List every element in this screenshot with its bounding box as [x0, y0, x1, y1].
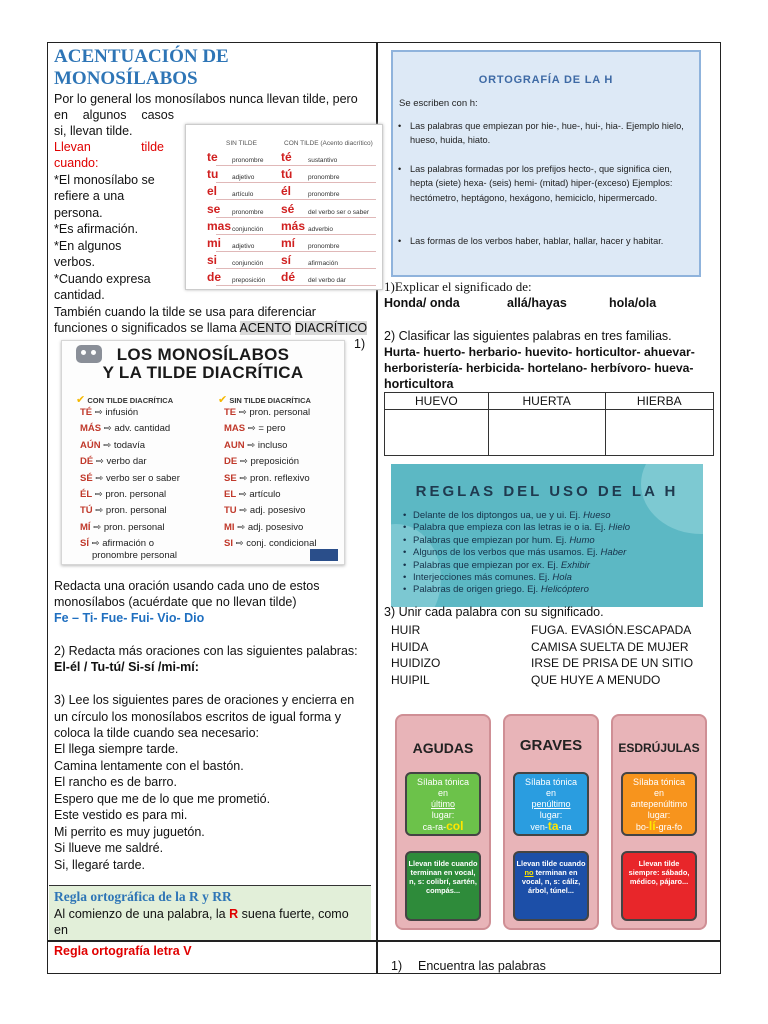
acentuacion-title-line1: ACENTUACIÓN DE: [54, 46, 229, 67]
sin-tilde-meaning: preposición: [250, 456, 300, 468]
rule-text: en: [545, 788, 556, 798]
sin-tilde-desc: adjetivo: [232, 174, 255, 182]
sin-tilde-word: tu: [207, 167, 219, 182]
intro-line1: Por lo general los monosílabos nunca llevan tilde, pero: [54, 92, 358, 106]
graves-card: [503, 714, 599, 930]
sin-tilde-word: EL: [224, 489, 237, 500]
case-1a: *El monosílabo se: [54, 173, 155, 187]
sin-tilde-desc: conjunción: [232, 225, 264, 233]
syllable: ven-: [530, 822, 548, 832]
case-4a: *Cuando expresa: [54, 272, 151, 286]
exercise3-sentence: Camina lentamente con el bastón.: [54, 758, 244, 773]
ortografia-h-item: • Las palabras que empiezan por hie-, hue-, hui-, hia-. Ejemplo hielo, hueso, huida, hiato.: [410, 119, 692, 148]
rule-text: en: [653, 788, 664, 798]
regla-example: Hielo: [608, 522, 631, 534]
regla-text: Interjecciones más comunes. Ej.: [413, 572, 553, 584]
unir-word: HUIR: [391, 623, 421, 637]
con-tilde-meaning: verbo ser o saber: [105, 472, 180, 484]
exercise3-sentence: Espero que me de lo que me prometió.: [54, 791, 271, 806]
con-tilde-meaning: infusión: [105, 407, 139, 418]
con-tilde-entry: [80, 473, 180, 484]
rule-text: último: [430, 799, 455, 809]
unir-word: HUIDA: [391, 639, 429, 654]
con-tilde-entry: [80, 423, 170, 434]
ortografia-h-list: [410, 162, 692, 205]
regla-h-item: [413, 522, 630, 534]
llevan-tilde-cuando: cuando:: [54, 156, 99, 170]
ortografia-h-item: • Las palabras formadas por los prefijos hecto-, que significa cien, hepta (siete) hexa- (seis) hemi- (mitad) hiper-(exceso) Ejemplos: hectómetro, heptágono, hexágono, hemiciclo, hipermercado.: [410, 162, 692, 205]
exercise3-sentence: Mi perrito es muy juguetón.: [54, 824, 205, 839]
intro-word: casos: [141, 108, 174, 122]
arrow-icon: ⇨: [236, 472, 250, 484]
sin-tilde-word: de: [207, 270, 222, 285]
con-tilde-entry: [80, 505, 167, 516]
regla-text: Delante de los diptongos ua, ue y ui. Ej.: [413, 510, 584, 521]
exercise3-line2: un círculo los monosílabos escritos de igual forma y: [54, 710, 341, 724]
familia-cell-huevo[interactable]: [385, 410, 489, 456]
unir-meaning: FUGA. EVASIÓN.ESCAPADA: [531, 623, 692, 637]
poster-title-line1: LOS MONOSÍLABOS: [116, 345, 290, 364]
exercise1-word1: Honda/ onda: [384, 296, 460, 310]
agudas-card: [395, 714, 491, 930]
rule-text: lugar:: [539, 810, 563, 820]
rr-rule-title: Regla ortográfica de la R y RR: [54, 889, 232, 904]
syllable: ca-ra-: [422, 822, 447, 832]
ortografia-h-list: [410, 119, 692, 148]
regla-example: Helicóptero: [540, 584, 589, 596]
sin-tilde-word: si: [207, 253, 218, 268]
esdrujulas-tilde-rule: Llevan tilde siempre: sábado, médico, pájaro...: [621, 851, 697, 921]
rule-text: Llevan tilde cuando: [516, 859, 586, 868]
con-tilde-word: mí: [281, 236, 296, 250]
con-tilde-word: DÉ: [80, 456, 94, 468]
con-tilde-desc: pronombre: [308, 243, 340, 250]
regla-h-item: [413, 572, 630, 584]
familia-cell-hierba[interactable]: [605, 410, 713, 456]
arrow-icon: ⇨: [234, 521, 248, 533]
case-4b: cantidad.: [54, 288, 105, 302]
v-rule-title: Regla ortografía letra V: [54, 944, 192, 958]
ortografia-h-box: [391, 50, 701, 277]
con-tilde-desc: pronombre: [308, 174, 340, 182]
sin-tilde-word: TU: [224, 505, 237, 517]
publisher-logo: [310, 549, 338, 561]
arrow-icon: ⇨: [93, 456, 107, 468]
exercise2-words-line3: horticultora: [384, 377, 454, 391]
tilde-table-row: [186, 218, 384, 235]
sin-tilde-label-text: SIN TILDE DIACRÍTICA: [229, 396, 311, 405]
sin-tilde-desc: pronombre: [232, 157, 264, 164]
arrow-icon: ⇨: [236, 489, 250, 500]
monosilabos-poster: [61, 340, 345, 565]
regla-h-item: [413, 547, 630, 559]
con-tilde-word: más: [281, 218, 306, 233]
con-tilde-desc: del verbo ser o saber: [308, 208, 370, 216]
tilde-table-row: [186, 269, 384, 286]
con-tilde-desc: pronombre: [308, 191, 340, 199]
ortografia-h-intro: Se escriben con h:: [399, 98, 478, 109]
con-tilde-meaning: verbo dar: [106, 456, 147, 468]
arrow-icon: ⇨: [92, 407, 106, 418]
con-tilde-entry: [80, 407, 138, 418]
sin-tilde-meaning: = pero: [258, 423, 286, 435]
exercise1-title: 1)Explicar el significado de:: [384, 279, 532, 294]
con-tilde-word: MÍ: [80, 521, 91, 533]
poster-title-line2: Y LA TILDE DIACRÍTICA: [102, 363, 304, 382]
sin-tilde-word: MI: [224, 521, 235, 533]
arrow-icon: ⇨: [232, 538, 247, 550]
familia-header-huevo: HUEVO: [385, 393, 489, 410]
rr-rule-text-end: en: [54, 923, 68, 937]
arrow-icon: ⇨: [92, 472, 106, 484]
arrow-icon: ⇨: [100, 439, 114, 451]
arrow-icon: ⇨: [92, 489, 106, 500]
graves-example: [515, 821, 587, 833]
arrow-icon: ⇨: [245, 423, 259, 435]
regla-text: Palabra que empieza con las letras ie o ia. Ej.: [413, 522, 609, 534]
regla-example: Hola: [552, 572, 572, 584]
agudas-rule: [405, 772, 481, 836]
unir-meaning: QUE HUYE A MENUDO: [531, 672, 661, 687]
rr-text: suena fuerte, como: [241, 907, 349, 921]
sin-tilde-desc: pronombre: [232, 208, 264, 216]
rule-text: lugar:: [431, 810, 455, 820]
reglas-h-title: REGLAS DEL USO DE LA H: [415, 483, 679, 500]
con-tilde-entry: [80, 538, 154, 549]
con-tilde-word: MÁS: [80, 423, 102, 435]
agudas-title: AGUDAS: [412, 740, 474, 756]
familia-cell-huerta[interactable]: [488, 410, 605, 456]
reglas-h-list: [413, 510, 630, 597]
stressed-syllable: col: [446, 819, 464, 833]
con-tilde-meaning: pron. personal: [105, 505, 167, 517]
con-tilde-word: él: [281, 184, 292, 199]
arrow-icon: ⇨: [101, 423, 115, 435]
con-tilde-word: TÚ: [80, 505, 93, 517]
bottom-row-divider: [48, 940, 720, 942]
sin-tilde-entry: [224, 473, 310, 484]
graves-title: GRAVES: [519, 737, 583, 754]
con-tilde-word: sí: [281, 253, 292, 268]
heading-word: Llevan: [54, 140, 91, 154]
regla-example: Humo: [569, 534, 595, 546]
arrow-icon: ⇨: [236, 407, 250, 418]
exercise3-line3: coloca la tilde cuando sea necesario:: [54, 726, 259, 740]
graves-rule: [513, 772, 589, 836]
agudas-example: [407, 821, 479, 833]
agudas-tilde-rule: Llevan tilde cuando terminan en vocal, n, s: colibrí, sartén, compás...: [405, 851, 481, 921]
arrow-icon: ⇨: [237, 456, 251, 468]
case-1c: persona.: [54, 206, 103, 220]
arrow-icon: ⇨: [92, 505, 106, 517]
con-tilde-entry: [80, 522, 165, 533]
case-2: *Es afirmación.: [54, 222, 139, 236]
check-icon: ✔: [76, 394, 86, 406]
exercise3-sentence: Si llueve me saldré.: [54, 841, 164, 855]
agudas-graves-esdrujulas-image: [395, 714, 707, 932]
sin-tilde-entry: [224, 423, 286, 434]
sin-tilde-word: mi: [207, 236, 222, 250]
tilde-table-row: [186, 183, 384, 200]
worksheet-page: [47, 42, 721, 974]
sin-tilde-word: SE: [224, 472, 237, 484]
con-tilde-meaning: todavía: [113, 439, 146, 451]
unir-word: HUIDIZO: [391, 656, 441, 670]
regla-h-item: [413, 510, 630, 522]
sin-tilde-desc: adjetivo: [232, 243, 255, 250]
sin-tilde-meaning: pron. personal: [249, 407, 311, 418]
rule-text: en: [437, 788, 448, 798]
familias-table: [384, 392, 714, 456]
table-rule: [216, 285, 376, 286]
sin-tilde-word: el: [207, 184, 218, 199]
redacta-line2: monosílabos (acuérdate que no llevan tilde): [54, 595, 297, 609]
regla-text: Palabras de origen griego. Ej.: [413, 584, 541, 596]
sin-tilde-meaning: adj. posesivo: [249, 505, 306, 517]
exercise3-line1: 3) Lee los siguientes pares de oraciones y encierra en: [54, 693, 355, 707]
syllable: bo-: [635, 822, 649, 832]
sin-tilde-word: SI: [224, 538, 233, 550]
exercise3-sentence: El llega siempre tarde.: [54, 742, 179, 756]
con-tilde-word: AÚN: [80, 439, 101, 451]
rr-text: Al comienzo de una palabra, la: [54, 907, 226, 921]
bottom-exercise-number: 1): [391, 959, 403, 973]
intro-line2: [54, 107, 174, 123]
con-tilde-entry: [80, 550, 177, 561]
redacta-line1: Redacta una oración usando cada uno de estos: [54, 579, 320, 593]
exercise2-words-line2: herboristería- herbicida- hortelano- herbívoro- hueva-: [384, 361, 694, 375]
bottom-exercise-text: Encuentra las palabras: [418, 959, 546, 973]
sin-tilde-entry: [224, 505, 305, 516]
con-tilde-word: SÉ: [80, 472, 93, 484]
ortografia-h-title: ORTOGRAFÍA DE LA H: [478, 74, 614, 86]
regla-h-item: [413, 584, 630, 596]
rule-text: lugar:: [647, 810, 671, 820]
sin-tilde-word: MAS: [224, 423, 246, 435]
rr-rule-divider: [49, 885, 371, 886]
sin-tilde-header: SIN TILDE: [226, 140, 257, 147]
regla-text: Algunos de los verbos que más usamos. Ej.: [413, 547, 601, 559]
exercise3-sentence: El rancho es de barro.: [54, 775, 177, 789]
exercise2-words: El-él / Tu-tú/ Si-sí /mi-mí:: [54, 660, 199, 674]
con-tilde-meaning: adv. cantidad: [114, 423, 171, 435]
con-tilde-word: SÍ: [80, 538, 89, 550]
unir-word: HUIPIL: [391, 672, 430, 687]
sin-tilde-word: se: [207, 201, 221, 216]
syllable: -na: [558, 822, 572, 832]
con-tilde-meaning: afirmación o: [102, 538, 154, 550]
unir-meaning: CAMISA SUELTA DE MUJER: [531, 639, 689, 654]
sin-tilde-word: te: [207, 150, 218, 164]
rule-text: antepenúltimo: [630, 799, 688, 809]
con-tilde-desc: adverbio: [308, 225, 333, 233]
con-tilde-label-text: CON TILDE DIACRÍTICA: [87, 396, 174, 405]
regla-example: Haber: [600, 547, 627, 559]
con-tilde-word: sé: [281, 201, 295, 216]
con-tilde-word: TÉ: [80, 407, 93, 418]
tilde-table-row: [186, 149, 384, 166]
rr-rule-text: [54, 906, 349, 922]
exercise3-sentence: Si, llegaré tarde.: [54, 857, 146, 872]
syllable: -gra-fo: [655, 822, 683, 832]
regla-h-item: [413, 535, 630, 547]
intro-word: algunos: [82, 108, 127, 122]
regla-h-item: [413, 560, 630, 572]
rule-text: Sílaba tónica: [416, 777, 470, 787]
sin-tilde-word: DE: [224, 456, 238, 468]
spacer: [80, 550, 92, 561]
intro-word: en: [54, 108, 68, 122]
rule-no: no: [524, 868, 534, 877]
exercise2-words-line1: Hurta- huerto- herbario- huevito- horticultor- ahuevar-: [384, 345, 695, 359]
sin-tilde-entry: [224, 538, 316, 549]
rule-text: terminan en vocal, n, s: cáliz, árbol, túnel...: [521, 868, 581, 895]
exercise2-title: 2) Redacta más oraciones con las siguientes palabras:: [54, 644, 358, 658]
ortografia-h-item: • Las formas de los verbos haber, hablar, hallar, hacer y habitar.: [410, 234, 692, 248]
exercise3-title: 3) Unir cada palabra con su significado.: [384, 605, 604, 619]
exercise3-sentence: Este vestido es para mi.: [54, 808, 188, 822]
regla-example: Hueso: [583, 510, 611, 521]
arrow-icon: ⇨: [88, 538, 103, 550]
sin-tilde-entry: [224, 456, 299, 467]
con-tilde-meaning: pron. personal: [105, 489, 167, 500]
regla-text: Palabras que empiezan por hum. Ej.: [413, 534, 570, 546]
sin-tilde-word: TE: [224, 407, 237, 418]
con-tilde-entry: [80, 456, 147, 467]
con-tilde-word: tú: [281, 167, 293, 182]
rule-text: Sílaba tónica: [524, 777, 578, 787]
arrow-icon: ⇨: [236, 505, 250, 517]
arrow-icon: ⇨: [244, 439, 258, 451]
sin-tilde-meaning: conj. condicional: [246, 538, 317, 550]
acento-highlight: ACENTO: [239, 321, 292, 335]
case-3a: *En algunos: [54, 239, 122, 253]
tilde-table-row: [186, 201, 384, 218]
con-tilde-entry: [80, 440, 145, 451]
graves-tilde-rule: [513, 851, 589, 921]
con-tilde-word: ÉL: [80, 489, 93, 500]
esdrujulas-example: [623, 821, 695, 833]
con-tilde-word: té: [281, 150, 292, 164]
esdrujulas-rule: [621, 772, 697, 836]
sin-tilde-entry: [224, 440, 287, 451]
sin-tilde-desc: conjunción: [232, 260, 264, 268]
sin-tilde-desc: artículo: [232, 191, 254, 199]
sin-tilde-meaning: pron. reflexivo: [249, 472, 310, 484]
con-tilde-meaning: pronombre personal: [92, 549, 178, 561]
exercise2-title: 2) Clasificar las siguientes palabras en tres familias.: [384, 329, 672, 343]
llevan-tilde-heading: [54, 139, 164, 155]
exercise1-word3: hola/ola: [609, 296, 657, 310]
unir-meaning: IRSE DE PRISA DE UN SITIO: [531, 656, 694, 670]
esdrujulas-card: [611, 714, 707, 930]
case-3b: verbos.: [54, 255, 95, 269]
regla-example: Exhibir: [560, 559, 590, 571]
exercise-number: 1): [354, 337, 366, 351]
con-tilde-header: CON TILDE (Acento diacrítico): [284, 140, 373, 147]
sin-tilde-word: AUN: [224, 439, 245, 451]
ortografia-h-list: [410, 234, 692, 248]
con-tilde-desc: sustantivo: [308, 157, 338, 164]
con-tilde-meaning: pron. personal: [103, 521, 165, 533]
familia-header-hierba: HIERBA: [605, 393, 713, 410]
stressed-syllable: lí: [648, 819, 656, 833]
rule-text: penúltimo: [531, 799, 571, 809]
redacta-words: Fe – Ti- Fue- Fui- Vio- Dio: [54, 611, 205, 625]
regla-text: Palabras que empiezan por ex. Ej.: [413, 559, 561, 571]
sin-tilde-entry: [224, 407, 310, 418]
tilde-diacritica-table-image: [185, 124, 383, 290]
diacritico-text: funciones o significados se llama: [54, 321, 237, 335]
sin-tilde-desc: preposición: [232, 277, 266, 285]
diacritico-line2: [54, 320, 367, 336]
case-1b: refiere a una: [54, 189, 125, 203]
sin-tilde-meaning: incluso: [257, 439, 288, 451]
tilde-table-row: [186, 252, 384, 269]
tilde-table-row: [186, 235, 384, 252]
heading-word: tilde: [141, 140, 164, 154]
exercise1-word2: allá/hayas: [507, 296, 567, 310]
acentuacion-title-line2: MONOSÍLABOS: [54, 68, 198, 89]
reglas-h-banner: [391, 464, 703, 607]
rule-text: Sílaba tónica: [632, 777, 686, 787]
sin-tilde-entry: [224, 522, 303, 533]
con-tilde-desc: del verbo dar: [308, 277, 346, 285]
con-tilde-entry: [80, 489, 166, 500]
stressed-syllable: ta: [547, 819, 559, 833]
sin-tilde-meaning: artículo: [249, 489, 281, 500]
rr-letter: R: [229, 907, 239, 921]
arrow-icon: ⇨: [90, 521, 104, 533]
sin-tilde-word: mas: [207, 218, 232, 233]
esdrujulas-title: ESDRÚJULAS: [618, 741, 700, 755]
diacritico-highlight: DIACRÍTICO: [294, 321, 368, 335]
con-tilde-desc: afirmación: [308, 260, 338, 268]
sin-tilde-entry: [224, 489, 281, 500]
con-tilde-word: dé: [281, 270, 296, 285]
diacritico-line1: También cuando la tilde se usa para diferenciar: [54, 305, 316, 319]
sin-tilde-meaning: adj. posesivo: [247, 521, 304, 533]
familia-header-huerta: HUERTA: [488, 393, 605, 410]
tilde-table-row: [186, 166, 384, 183]
intro-line3: si, llevan tilde.: [54, 124, 133, 138]
check-icon: ✔: [218, 394, 228, 406]
